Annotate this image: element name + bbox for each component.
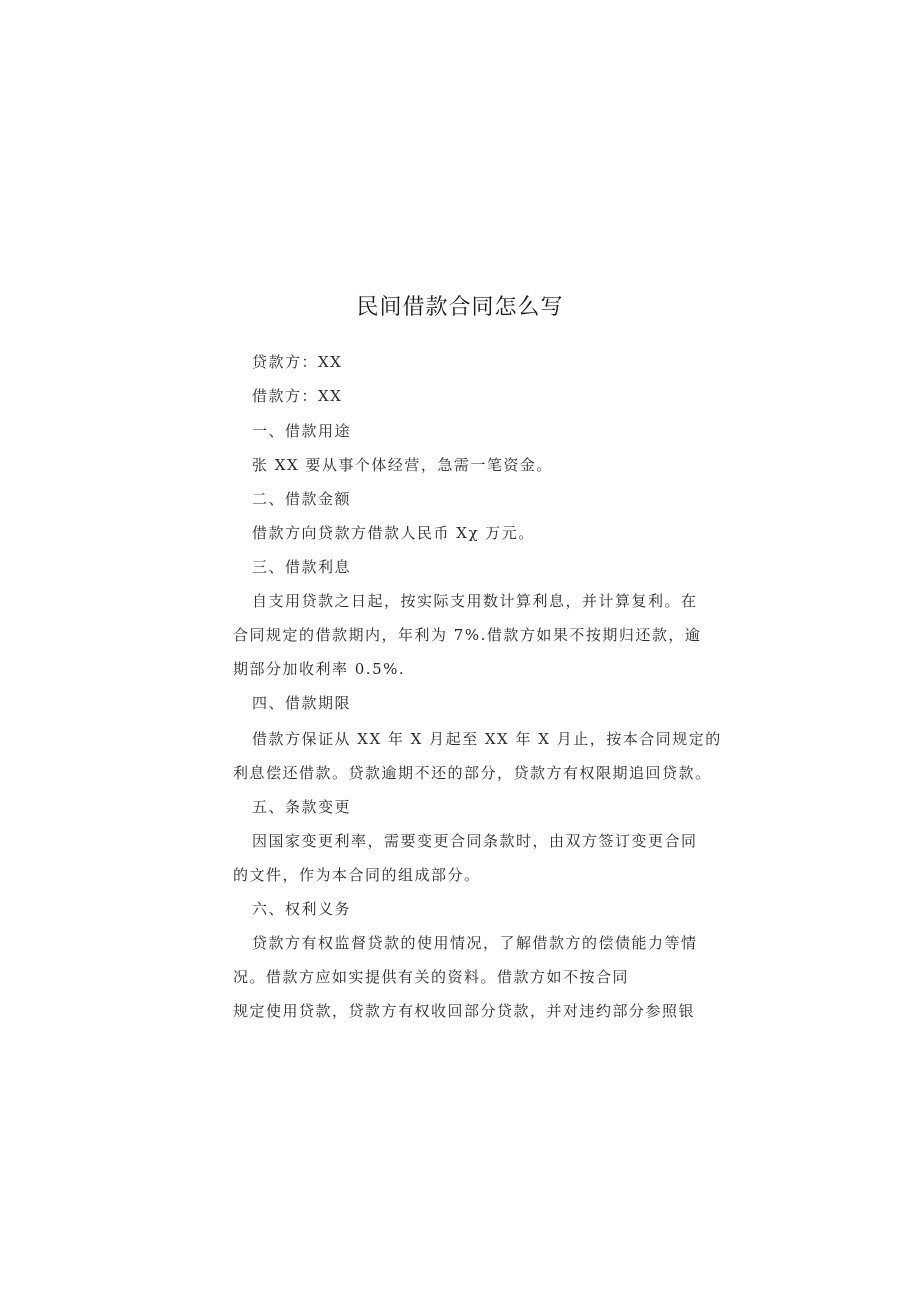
paragraph-line: 借款方向贷款方借款人民币 Xχ 万元。 bbox=[252, 524, 535, 542]
paragraph-line: 期部分加收利率 0.5%. bbox=[233, 660, 406, 678]
paragraph-line: 因国家变更利率，需要变更合同条款时，由双方签订变更合同 bbox=[252, 832, 698, 850]
lender-line: 贷款方：XX bbox=[252, 353, 343, 371]
paragraph-line: 的文件，作为本合同的组成部分。 bbox=[233, 866, 481, 884]
section-heading-term: 四、借款期限 bbox=[252, 694, 352, 712]
section-heading-interest: 三、借款利息 bbox=[252, 558, 352, 576]
paragraph-line: 合同规定的借款期内，年利为 7%.借款方如果不按期归还款，逾 bbox=[233, 626, 702, 644]
paragraph-line: 张 XX 要从事个体经营，急需一笔资金。 bbox=[252, 456, 553, 474]
paragraph-line: 利息偿还借款。贷款逾期不还的部分，贷款方有权限期追回贷款。 bbox=[233, 764, 712, 782]
section-heading-amendment: 五、条款变更 bbox=[252, 798, 352, 816]
section-heading-amount: 二、借款金额 bbox=[252, 490, 352, 508]
section-heading-rights: 六、权利义务 bbox=[252, 900, 352, 918]
paragraph-line: 况。借款方应如实提供有关的资料。借款方如不按合同 bbox=[233, 968, 630, 986]
paragraph-line: 借款方保证从 XX 年 X 月起至 XX 年 X 月止，按本合同规定的 bbox=[252, 730, 722, 748]
document-title: 民间借款合同怎么写 bbox=[356, 295, 564, 320]
paragraph-line: 规定使用贷款，贷款方有权收回部分贷款，并对违约部分参照银 bbox=[233, 1002, 696, 1020]
paragraph-line: 贷款方有权监督贷款的使用情况，了解借款方的偿债能力等情 bbox=[252, 934, 698, 952]
paragraph-line: 自支用贷款之日起，按实际支用数计算利息，并计算复利。在 bbox=[252, 592, 698, 610]
section-heading-purpose: 一、借款用途 bbox=[252, 422, 352, 440]
borrower-line: 借款方：XX bbox=[252, 387, 343, 405]
